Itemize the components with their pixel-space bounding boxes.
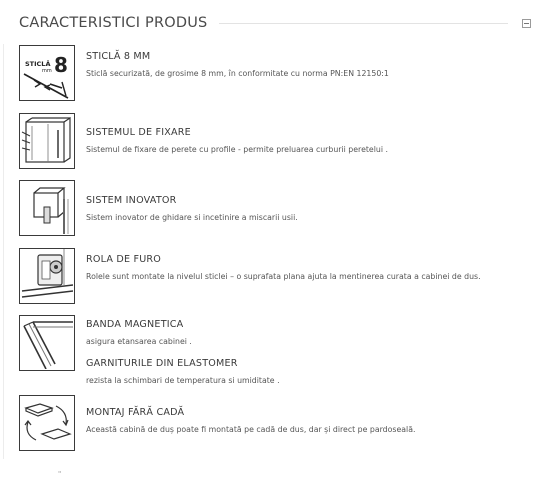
feature-description: Rolele sunt montate la nivelul sticlei – o suprafata plana ajuta la mentinerea curata a cabinei de dus. xyxy=(86,272,481,281)
glass-thickness-icon xyxy=(19,45,75,101)
roller-icon xyxy=(19,248,75,304)
glass-label: STICLĂ xyxy=(25,60,51,68)
left-rule xyxy=(3,44,4,459)
header-divider xyxy=(219,23,508,24)
feature-title: ROLA DE FURO xyxy=(86,254,162,265)
tray-free-install-graphic xyxy=(20,396,73,449)
wall-fixing-graphic xyxy=(20,114,73,167)
magnetic-seal-icon xyxy=(19,315,75,371)
section-header xyxy=(19,12,531,34)
feature-title: SISTEM INOVATOR xyxy=(86,195,177,206)
sliding-guide-icon xyxy=(19,180,75,236)
feature-description: Sistemul de fixare de perete cu profile - permite preluarea curburii peretelui . xyxy=(86,145,388,154)
glass-unit: mm xyxy=(42,68,52,74)
feature-description-secondary: rezista la schimbari de temperatura si umiditate . xyxy=(86,375,280,385)
collapse-button[interactable] xyxy=(522,19,531,28)
feature-description: Această cabină de duș poate fi montată pe cadă de dus, dar și direct pe pardoseală. xyxy=(86,425,416,434)
roller-graphic xyxy=(20,249,73,302)
feature-description: Sistem inovator de ghidare si incetinire a miscarii usii. xyxy=(86,213,298,222)
glass-number: 8 xyxy=(54,53,68,77)
section-title: CARACTERISTICI PRODUS xyxy=(19,15,208,31)
feature-description: asigura etansarea cabinei . xyxy=(86,337,192,346)
feature-description: Sticlă securizată, de grosime 8 mm, în conformitate cu norma PN:EN 12150:1 xyxy=(86,69,389,78)
wall-fixing-icon xyxy=(19,113,75,169)
feature-title: SISTEMUL DE FIXARE xyxy=(86,127,191,138)
feature-title: STICLĂ 8 MM xyxy=(86,51,151,62)
feature-title: MONTAJ FĂRĂ CADĂ xyxy=(86,407,185,418)
magnetic-seal-graphic xyxy=(20,316,73,369)
feature-title-secondary: GARNITURILE DIN ELASTOMER xyxy=(86,357,238,369)
sliding-guide-graphic xyxy=(20,181,73,234)
tray-free-install-icon xyxy=(19,395,75,451)
footer-mark: " xyxy=(58,470,62,478)
feature-title: BANDA MAGNETICA xyxy=(86,319,184,330)
